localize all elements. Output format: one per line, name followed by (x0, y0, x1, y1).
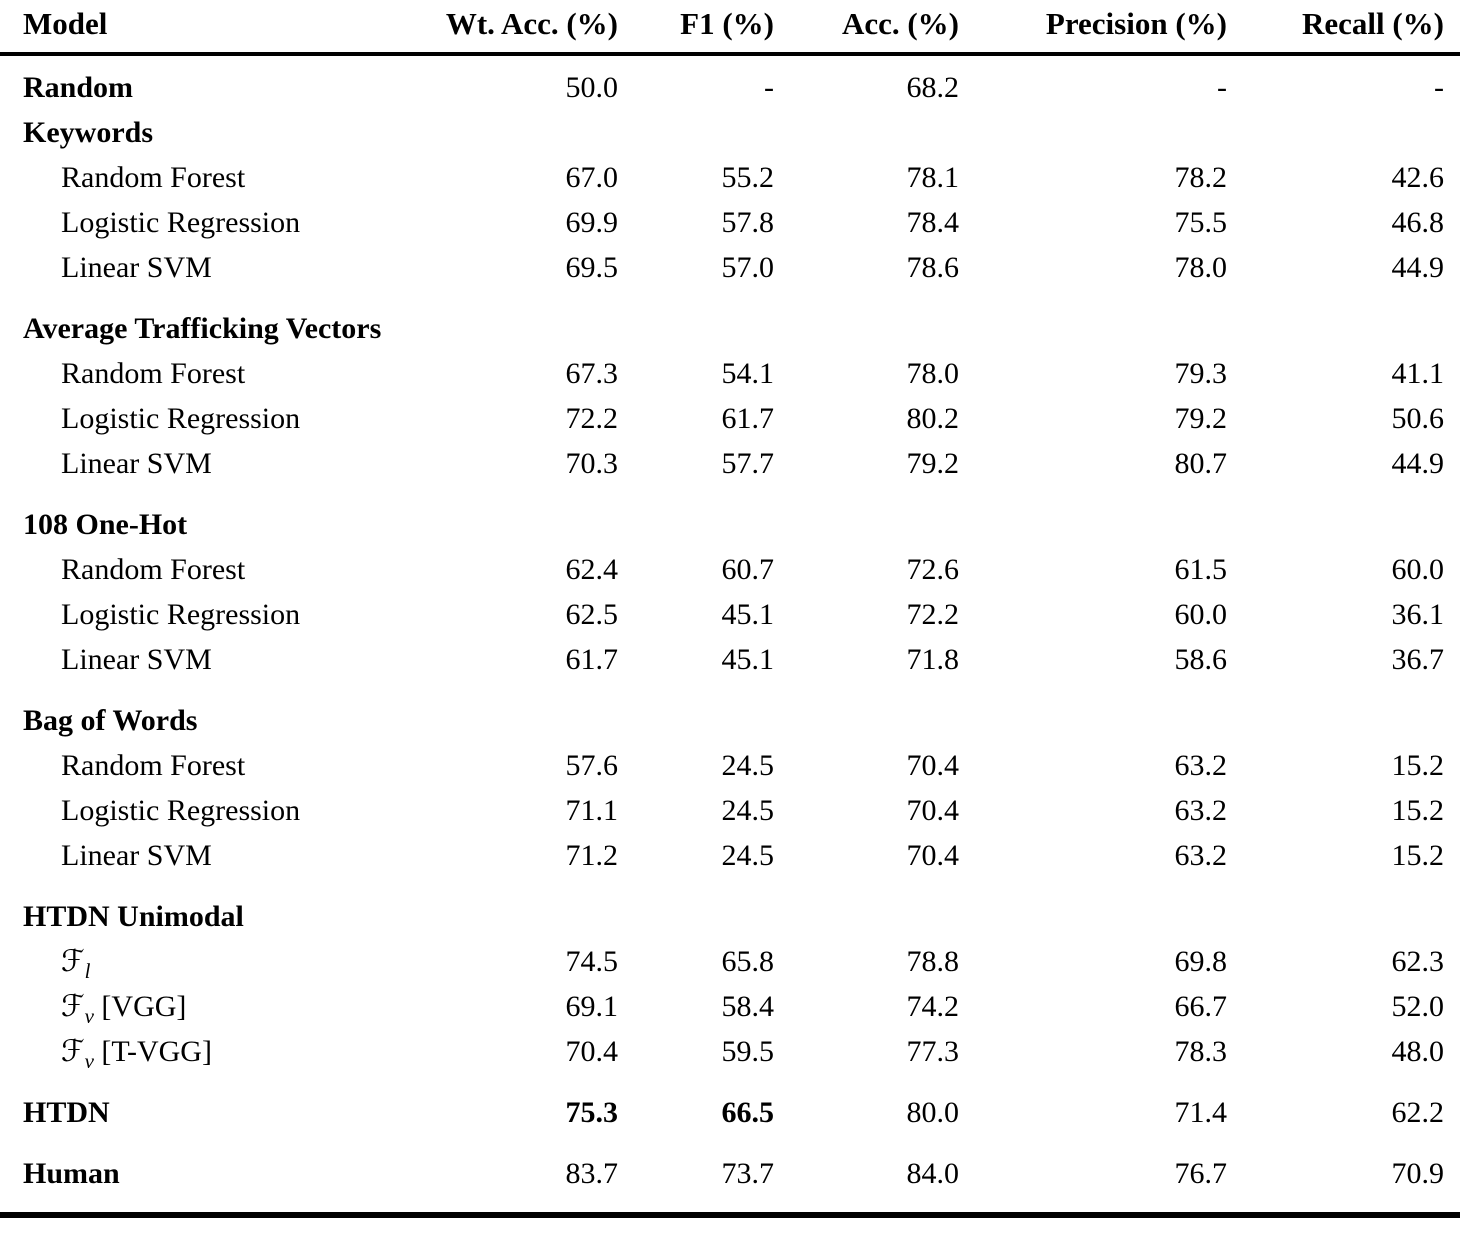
model-label-suffix: [VGG] (93, 990, 187, 1023)
metric-value (959, 682, 1227, 743)
model-label: HTDN (23, 1095, 110, 1129)
metric-value: 67.3 (565, 356, 618, 390)
metric-value (959, 110, 1227, 155)
metric-value: 63.2 (1174, 793, 1227, 827)
metric-value: 78.1 (906, 160, 959, 194)
metric-value: 58.4 (721, 989, 774, 1023)
table-row (0, 1029, 1460, 1074)
table-row (0, 592, 1460, 637)
metric-value: 70.4 (565, 1034, 618, 1068)
metric-value: 61.5 (1174, 552, 1227, 586)
metric-value: 59.5 (721, 1034, 774, 1068)
model-label: Random Forest (61, 748, 246, 782)
metric-value: 63.2 (1174, 838, 1227, 872)
metric-value: 63.2 (1174, 748, 1227, 782)
column-header-5: Recall (%) (1227, 0, 1460, 54)
metric-value: 78.8 (906, 944, 959, 978)
metric-value: 36.1 (1391, 597, 1444, 631)
model-label: Linear SVM (61, 838, 212, 872)
metric-value: 24.5 (721, 838, 774, 872)
metric-value (618, 682, 774, 743)
metric-value (390, 682, 618, 743)
metric-value: 55.2 (721, 160, 774, 194)
metric-value (390, 110, 618, 155)
metric-value: 52.0 (1391, 989, 1444, 1023)
metric-value (390, 486, 618, 547)
metric-value: 74.2 (906, 989, 959, 1023)
metric-value (959, 878, 1227, 939)
metric-value: 70.3 (565, 446, 618, 480)
metric-value: 70.4 (906, 793, 959, 827)
metric-value: 69.9 (565, 205, 618, 239)
metric-value: 44.9 (1391, 250, 1444, 284)
metric-value (774, 110, 959, 155)
model-label: Logistic Regression (61, 401, 301, 435)
section-label: Bag of Words (23, 703, 198, 737)
metric-value: 71.1 (565, 793, 618, 827)
model-label: Random Forest (61, 356, 246, 390)
metric-value (959, 290, 1227, 351)
metric-value: 71.8 (906, 642, 959, 676)
metric-value: 60.0 (1174, 597, 1227, 631)
metric-value (390, 290, 618, 351)
metric-value: 72.2 (565, 401, 618, 435)
table-row (0, 155, 1460, 200)
table-row (0, 290, 1460, 351)
metric-value (618, 110, 774, 155)
math-subscript: v (84, 1049, 94, 1073)
metric-value: 72.2 (906, 597, 959, 631)
metric-value: 78.0 (1174, 250, 1227, 284)
table-row (0, 54, 1460, 110)
table-row (0, 200, 1460, 245)
metric-value: 74.5 (565, 944, 618, 978)
table-row (0, 878, 1460, 939)
metric-value: 78.4 (906, 205, 959, 239)
metric-value: 50.6 (1391, 401, 1444, 435)
metric-value (618, 878, 774, 939)
model-label: Logistic Regression (61, 793, 301, 827)
metric-value: 24.5 (721, 748, 774, 782)
table-row (0, 396, 1460, 441)
table-row (0, 743, 1460, 788)
table-row (0, 788, 1460, 833)
table-row (0, 984, 1460, 1029)
column-header-0: Model (0, 0, 390, 54)
metric-value: 54.1 (721, 356, 774, 390)
math-script-f: ℱ (61, 989, 85, 1024)
table-row (0, 1135, 1460, 1215)
metric-value: 72.6 (906, 552, 959, 586)
metric-value: 15.2 (1391, 748, 1444, 782)
metric-value (774, 486, 959, 547)
metric-value: 58.6 (1174, 642, 1227, 676)
column-header-1: Wt. Acc. (%) (390, 0, 618, 54)
metric-value (774, 682, 959, 743)
math-subscript: l (84, 959, 91, 983)
model-label (0, 939, 390, 984)
metric-value: 69.1 (565, 989, 618, 1023)
metric-value: 44.9 (1391, 446, 1444, 480)
section-label: Keywords (23, 115, 153, 149)
metric-value (390, 878, 618, 939)
section-label: 108 One-Hot (23, 507, 188, 541)
table-header (0, 0, 1460, 54)
metric-value: 67.0 (565, 160, 618, 194)
math-subscript: v (84, 1004, 94, 1028)
section-label: Average Trafficking Vectors (23, 311, 382, 345)
model-label: Linear SVM (61, 642, 212, 676)
metric-value: 60.7 (721, 552, 774, 586)
metric-value: 79.3 (1174, 356, 1227, 390)
metric-value: 36.7 (1391, 642, 1444, 676)
metric-value: 57.0 (721, 250, 774, 284)
metric-value: 42.6 (1391, 160, 1444, 194)
metric-value: - (1434, 70, 1444, 104)
metric-value: 61.7 (565, 642, 618, 676)
metric-value: 57.6 (565, 748, 618, 782)
metric-value: 62.2 (1391, 1095, 1444, 1129)
metric-value: 69.8 (1174, 944, 1227, 978)
model-label: Human (23, 1156, 120, 1190)
metric-value (774, 290, 959, 351)
metric-value: 70.4 (906, 838, 959, 872)
metric-value: 77.3 (906, 1034, 959, 1068)
metric-value: 70.9 (1391, 1156, 1444, 1190)
metric-value: 80.7 (1174, 446, 1227, 480)
metric-value: 71.4 (1174, 1095, 1227, 1129)
metric-value: 45.1 (721, 642, 774, 676)
model-label (0, 984, 390, 1029)
metric-value (1227, 290, 1460, 351)
metric-value (618, 486, 774, 547)
metric-value: 46.8 (1391, 205, 1444, 239)
metric-value: 15.2 (1391, 793, 1444, 827)
model-label: Random Forest (61, 160, 246, 194)
metric-value: 76.7 (1174, 1156, 1227, 1190)
metric-value: 41.1 (1391, 356, 1444, 390)
model-label: Linear SVM (61, 446, 212, 480)
metric-value: 79.2 (906, 446, 959, 480)
metric-value (618, 290, 774, 351)
metric-value: 80.2 (906, 401, 959, 435)
table-row (0, 833, 1460, 878)
metric-value: 84.0 (906, 1156, 959, 1190)
metric-value: 57.8 (721, 205, 774, 239)
table-row (0, 245, 1460, 290)
column-header-4: Precision (%) (959, 0, 1227, 54)
metric-value (774, 878, 959, 939)
metric-value: 78.3 (1174, 1034, 1227, 1068)
metric-value: 60.0 (1391, 552, 1444, 586)
metric-value: 79.2 (1174, 401, 1227, 435)
metric-value: 62.5 (565, 597, 618, 631)
header-row (0, 0, 1460, 54)
metric-value: 45.1 (721, 597, 774, 631)
metric-value: - (764, 70, 774, 104)
column-header-3: Acc. (%) (774, 0, 959, 54)
column-header-2: F1 (%) (618, 0, 774, 54)
table-row (0, 441, 1460, 486)
metric-value: 50.0 (565, 70, 618, 104)
metric-value: 70.4 (906, 748, 959, 782)
model-label (0, 1029, 390, 1074)
metric-value: 48.0 (1391, 1034, 1444, 1068)
metric-value: 75.5 (1174, 205, 1227, 239)
model-label: Logistic Regression (61, 205, 301, 239)
metric-value: 15.2 (1391, 838, 1444, 872)
table-row (0, 1074, 1460, 1135)
table-row (0, 351, 1460, 396)
model-label: Logistic Regression (61, 597, 301, 631)
metric-value: 24.5 (721, 793, 774, 827)
model-label-suffix: [T-VGG] (93, 1035, 212, 1068)
metric-value: - (1217, 70, 1227, 104)
metric-value (1227, 486, 1460, 547)
metric-value: 69.5 (565, 250, 618, 284)
metric-value (1227, 110, 1460, 155)
metric-value: 75.3 (565, 1095, 618, 1129)
table-row (0, 486, 1460, 547)
metric-value: 71.2 (565, 838, 618, 872)
math-script-f: ℱ (61, 944, 85, 979)
metric-value: 83.7 (565, 1156, 618, 1190)
metric-value: 80.0 (906, 1095, 959, 1129)
table-row (0, 939, 1460, 984)
section-label: HTDN Unimodal (23, 899, 244, 933)
metric-value: 62.4 (565, 552, 618, 586)
metric-value: 66.7 (1174, 989, 1227, 1023)
metric-value: 78.6 (906, 250, 959, 284)
metric-value: 61.7 (721, 401, 774, 435)
metric-value: 78.0 (906, 356, 959, 390)
metric-value: 57.7 (721, 446, 774, 480)
model-label: Linear SVM (61, 250, 212, 284)
metric-value (959, 486, 1227, 547)
table-row (0, 637, 1460, 682)
model-label: Random Forest (61, 552, 246, 586)
metric-value (1227, 682, 1460, 743)
table-row (0, 682, 1460, 743)
metric-value: 66.5 (721, 1095, 774, 1129)
table-body (0, 54, 1460, 1215)
metric-value: 73.7 (721, 1156, 774, 1190)
metric-value: 68.2 (906, 70, 959, 104)
metric-value: 65.8 (721, 944, 774, 978)
math-script-f: ℱ (61, 1034, 85, 1069)
metric-value: 78.2 (1174, 160, 1227, 194)
model-label: Random (23, 70, 134, 104)
metric-value (1227, 878, 1460, 939)
table-row (0, 547, 1460, 592)
metric-value: 62.3 (1391, 944, 1444, 978)
table-row (0, 110, 1460, 155)
